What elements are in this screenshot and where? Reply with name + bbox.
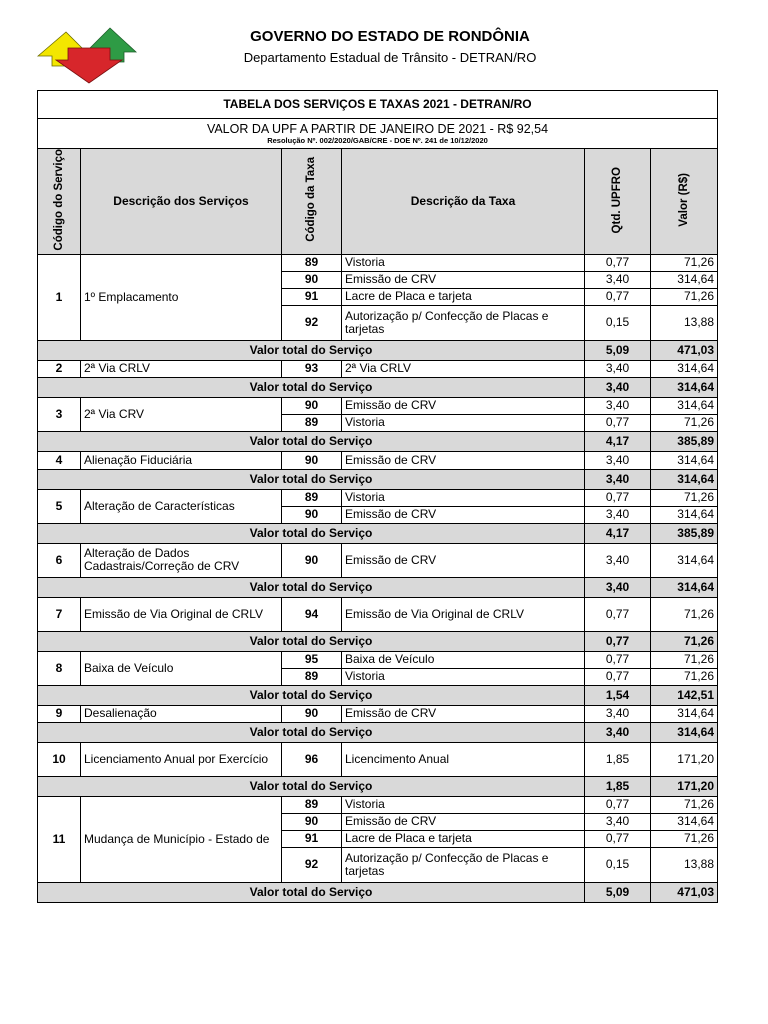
service-code: 7	[38, 597, 81, 631]
fee-valor: 71,26	[651, 830, 718, 847]
total-label: Valor total do Serviço	[38, 377, 585, 397]
service-total-row	[38, 340, 718, 360]
fee-row	[38, 489, 718, 506]
fee-description: Emissão de CRV	[342, 397, 585, 414]
fee-qtd-upfro: 3,40	[585, 705, 651, 722]
fee-row	[38, 651, 718, 668]
fee-valor: 314,64	[651, 397, 718, 414]
service-code: 1	[38, 254, 81, 340]
fee-qtd-upfro: 0,77	[585, 414, 651, 431]
fee-qtd-upfro: 0,77	[585, 668, 651, 685]
fee-qtd-upfro: 0,77	[585, 796, 651, 813]
total-qtd-upfro: 3,40	[585, 577, 651, 597]
fee-description: Vistoria	[342, 796, 585, 813]
fee-description: Vistoria	[342, 668, 585, 685]
fee-qtd-upfro: 3,40	[585, 451, 651, 469]
fee-code: 89	[282, 489, 342, 506]
fee-code: 96	[282, 742, 342, 776]
fee-valor: 71,26	[651, 288, 718, 305]
total-label: Valor total do Serviço	[38, 722, 585, 742]
fee-description: Autorização p/ Confecção de Placas e tarjetas	[342, 847, 585, 882]
service-total-row	[38, 882, 718, 902]
total-label: Valor total do Serviço	[38, 631, 585, 651]
fee-valor: 314,64	[651, 543, 718, 577]
fee-description: 2ª Via CRLV	[342, 360, 585, 377]
fee-description: Emissão de CRV	[342, 451, 585, 469]
header-descricao-servicos: Descrição dos Serviços	[81, 149, 282, 255]
fee-row	[38, 397, 718, 414]
total-valor: 471,03	[651, 340, 718, 360]
fee-qtd-upfro: 3,40	[585, 271, 651, 288]
total-label: Valor total do Serviço	[38, 340, 585, 360]
fee-code: 89	[282, 796, 342, 813]
total-valor: 142,51	[651, 685, 718, 705]
fee-qtd-upfro: 0,77	[585, 830, 651, 847]
fee-valor: 171,20	[651, 742, 718, 776]
fee-description: Vistoria	[342, 254, 585, 271]
service-total-row	[38, 776, 718, 796]
service-total-row	[38, 431, 718, 451]
fee-code: 89	[282, 254, 342, 271]
service-code: 11	[38, 796, 81, 882]
upf-info	[38, 119, 718, 149]
total-valor: 385,89	[651, 431, 718, 451]
fee-code: 91	[282, 830, 342, 847]
total-valor: 71,26	[651, 631, 718, 651]
fee-valor: 71,26	[651, 254, 718, 271]
fee-valor: 314,64	[651, 506, 718, 523]
fee-code: 93	[282, 360, 342, 377]
fee-description: Lacre de Placa e tarjeta	[342, 288, 585, 305]
total-qtd-upfro: 1,85	[585, 776, 651, 796]
fee-description: Emissão de CRV	[342, 271, 585, 288]
service-total-row	[38, 722, 718, 742]
upf-value-line: VALOR DA UPF A PARTIR DE JANEIRO DE 2021 - R$ 92,54	[206, 121, 549, 136]
fee-description: Emissão de CRV	[342, 543, 585, 577]
fee-code: 90	[282, 397, 342, 414]
table-title: TABELA DOS SERVIÇOS E TAXAS 2021 - DETRAN/RO	[38, 91, 718, 119]
fee-valor: 314,64	[651, 360, 718, 377]
total-qtd-upfro: 5,09	[585, 340, 651, 360]
header-descricao-taxa: Descrição da Taxa	[342, 149, 585, 255]
fee-qtd-upfro: 3,40	[585, 543, 651, 577]
service-code: 8	[38, 651, 81, 685]
fee-qtd-upfro: 0,77	[585, 597, 651, 631]
total-valor: 314,64	[651, 469, 718, 489]
fee-code: 90	[282, 451, 342, 469]
fee-code: 92	[282, 847, 342, 882]
fee-qtd-upfro: 0,77	[585, 288, 651, 305]
fee-valor: 71,26	[651, 597, 718, 631]
fee-qtd-upfro: 0,77	[585, 651, 651, 668]
fee-valor: 71,26	[651, 796, 718, 813]
fee-row	[38, 796, 718, 813]
fee-code: 89	[282, 414, 342, 431]
total-valor: 171,20	[651, 776, 718, 796]
total-valor: 314,64	[651, 377, 718, 397]
fee-valor: 13,88	[651, 847, 718, 882]
total-label: Valor total do Serviço	[38, 577, 585, 597]
total-qtd-upfro: 1,54	[585, 685, 651, 705]
fee-code: 91	[282, 288, 342, 305]
total-qtd-upfro: 0,77	[585, 631, 651, 651]
government-title: GOVERNO DO ESTADO DE RONDÔNIA	[250, 28, 530, 45]
total-qtd-upfro: 3,40	[585, 377, 651, 397]
fee-description: Emissão de CRV	[342, 705, 585, 722]
fee-qtd-upfro: 3,40	[585, 397, 651, 414]
header-qtd-upfro: Qtd. UPFRO	[585, 149, 651, 255]
fee-description: Baixa de Veículo	[342, 651, 585, 668]
fee-code: 89	[282, 668, 342, 685]
service-description: Licenciamento Anual por Exercício	[81, 742, 282, 776]
fee-code: 90	[282, 271, 342, 288]
fee-code: 90	[282, 506, 342, 523]
service-description: Mudança de Município - Estado de	[81, 796, 282, 882]
fee-valor: 71,26	[651, 414, 718, 431]
fee-description: Vistoria	[342, 414, 585, 431]
fee-description: Vistoria	[342, 489, 585, 506]
service-code: 10	[38, 742, 81, 776]
total-qtd-upfro: 4,17	[585, 523, 651, 543]
total-valor: 314,64	[651, 722, 718, 742]
total-label: Valor total do Serviço	[38, 882, 585, 902]
header-valor: Valor (R$)	[651, 149, 718, 255]
total-label: Valor total do Serviço	[38, 469, 585, 489]
service-total-row	[38, 631, 718, 651]
fee-row	[38, 543, 718, 577]
service-description: Alteração de Características	[81, 489, 282, 523]
service-description: Desalienação	[81, 705, 282, 722]
fee-row	[38, 705, 718, 722]
total-qtd-upfro: 3,40	[585, 469, 651, 489]
fee-qtd-upfro: 0,77	[585, 254, 651, 271]
fee-description: Licencimento Anual	[342, 742, 585, 776]
service-description: 2ª Via CRV	[81, 397, 282, 431]
fee-row	[38, 742, 718, 776]
total-label: Valor total do Serviço	[38, 776, 585, 796]
fee-valor: 314,64	[651, 451, 718, 469]
service-code: 9	[38, 705, 81, 722]
header-codigo-taxa: Código da Taxa	[282, 149, 342, 255]
fee-description: Emissão de CRV	[342, 506, 585, 523]
fee-row	[38, 451, 718, 469]
fee-valor: 71,26	[651, 489, 718, 506]
fee-code: 94	[282, 597, 342, 631]
fee-description: Lacre de Placa e tarjeta	[342, 830, 585, 847]
header-codigo-servico: Código do Serviço	[38, 149, 81, 255]
service-description: 2ª Via CRLV	[81, 360, 282, 377]
fee-valor: 13,88	[651, 305, 718, 340]
service-code: 6	[38, 543, 81, 577]
fee-code: 90	[282, 813, 342, 830]
fee-row	[38, 360, 718, 377]
service-total-row	[38, 523, 718, 543]
total-label: Valor total do Serviço	[38, 685, 585, 705]
fee-row	[38, 597, 718, 631]
fee-code: 90	[282, 543, 342, 577]
total-label: Valor total do Serviço	[38, 431, 585, 451]
fee-code: 95	[282, 651, 342, 668]
fee-code: 90	[282, 705, 342, 722]
fee-qtd-upfro: 0,77	[585, 489, 651, 506]
total-qtd-upfro: 4,17	[585, 431, 651, 451]
total-qtd-upfro: 5,09	[585, 882, 651, 902]
fee-qtd-upfro: 3,40	[585, 506, 651, 523]
fee-qtd-upfro: 3,40	[585, 813, 651, 830]
total-valor: 471,03	[651, 882, 718, 902]
fee-valor: 314,64	[651, 271, 718, 288]
service-total-row	[38, 469, 718, 489]
fee-qtd-upfro: 3,40	[585, 360, 651, 377]
fee-valor: 71,26	[651, 668, 718, 685]
service-total-row	[38, 377, 718, 397]
services-fees-table	[37, 90, 718, 903]
fee-valor: 314,64	[651, 705, 718, 722]
fee-description: Emissão de CRV	[342, 813, 585, 830]
service-code: 2	[38, 360, 81, 377]
fee-code: 92	[282, 305, 342, 340]
fee-valor: 71,26	[651, 651, 718, 668]
fee-qtd-upfro: 0,15	[585, 847, 651, 882]
fee-qtd-upfro: 0,15	[585, 305, 651, 340]
total-valor: 385,89	[651, 523, 718, 543]
fee-qtd-upfro: 1,85	[585, 742, 651, 776]
fee-description: Emissão de Via Original de CRLV	[342, 597, 585, 631]
service-description: Alteração de Dados Cadastrais/Correção de CRV	[81, 543, 282, 577]
service-total-row	[38, 685, 718, 705]
service-code: 3	[38, 397, 81, 431]
service-description: 1º Emplacamento	[81, 254, 282, 340]
fee-description: Autorização p/ Confecção de Placas e tarjetas	[342, 305, 585, 340]
fee-row	[38, 254, 718, 271]
service-description: Baixa de Veículo	[81, 651, 282, 685]
service-code: 4	[38, 451, 81, 469]
total-valor: 314,64	[651, 577, 718, 597]
fee-valor: 314,64	[651, 813, 718, 830]
total-qtd-upfro: 3,40	[585, 722, 651, 742]
department-subtitle: Departamento Estadual de Trânsito - DETRAN/RO	[243, 50, 537, 65]
service-code: 5	[38, 489, 81, 523]
service-description: Emissão de Via Original de CRLV	[81, 597, 282, 631]
resolution-line: Resolução Nº. 002/2020/GAB/CRE - DOE Nº. 241 de 10/12/2020	[267, 135, 488, 145]
service-description: Alienação Fiduciária	[81, 451, 282, 469]
detran-logo-icon	[36, 26, 140, 84]
total-label: Valor total do Serviço	[38, 523, 585, 543]
service-total-row	[38, 577, 718, 597]
